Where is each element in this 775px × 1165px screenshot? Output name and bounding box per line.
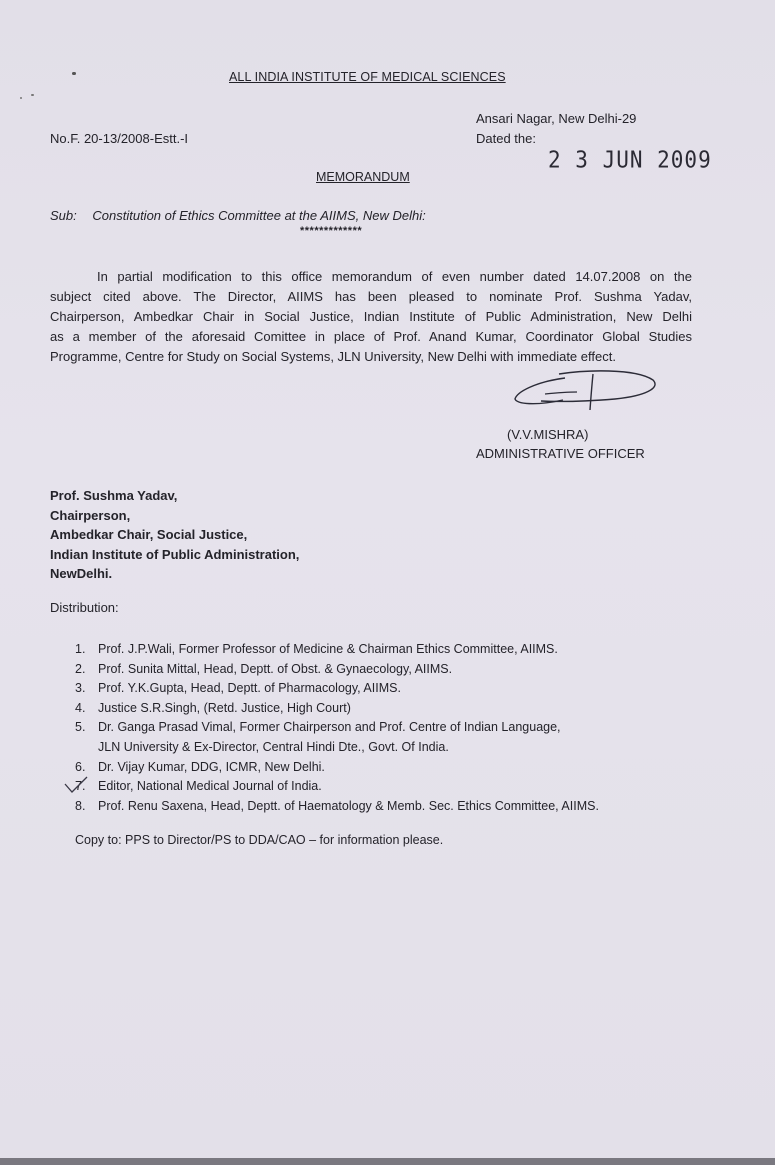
addressee-line: Chairperson, [50, 507, 131, 523]
subject-line [50, 208, 426, 223]
addressee-block [50, 486, 299, 584]
body-line: Chairperson, Ambedkar Chair in Social Justice, Indian Institute of Public Administration, New Delhi [50, 309, 692, 324]
item-text: Justice S.R.Singh, (Retd. Justice, High Court) [98, 700, 351, 715]
item-number: 3. [75, 681, 86, 696]
item-number: 8. [75, 798, 86, 813]
list-item [75, 797, 599, 817]
addressee-line: NewDelhi. [50, 566, 113, 581]
list-item [75, 640, 599, 660]
list-item [75, 679, 599, 699]
body-line: Programme, Centre for Study on Social Systems, JLN University, New Delhi with immediate effect. [50, 349, 616, 364]
item-text: Prof. Y.K.Gupta, Head, Deptt. of Pharmacology, AIIMS. [98, 681, 401, 696]
subject-separator: ************* [300, 225, 363, 237]
item-number: 6. [75, 759, 86, 774]
tick-mark-icon [63, 775, 97, 795]
copy-to-line: Copy to: PPS to Director/PS to DDA/CAO – for information please. [75, 833, 444, 847]
list-item [75, 758, 599, 778]
item-number: 1. [75, 642, 86, 656]
list-item [75, 699, 599, 719]
institute-address: Ansari Nagar, New Delhi-29 [476, 111, 637, 126]
item-text: Dr. Vijay Kumar, DDG, ICMR, New Delhi. [98, 759, 325, 774]
memo-body [50, 267, 692, 367]
item-text: Dr. Ganga Prasad Vimal, Former Chairperson and Prof. Centre of Indian Language, [98, 720, 561, 735]
subject-label: Sub: [50, 208, 77, 223]
item-continuation: JLN University & Ex-Director, Central Hindi Dte., Govt. Of India. [98, 739, 449, 754]
body-line: subject cited above. The Director, AIIMS has been pleased to nominate Prof. Sushma Yadav, [50, 289, 692, 304]
document-type: MEMORANDUM [316, 170, 410, 184]
scan-speck [20, 97, 22, 99]
item-number: 4. [75, 700, 86, 715]
signature-scribble [505, 366, 663, 414]
distribution-label: Distribution: [50, 600, 119, 615]
body-line: as a member of the aforesaid Comittee in place of Prof. Anand Kumar, Coordinator Global Studies [50, 329, 692, 344]
signatory-designation: ADMINISTRATIVE OFFICER [476, 446, 645, 461]
distribution-list [75, 640, 599, 816]
item-text: Prof. Renu Saxena, Head, Deptt. of Haematology & Memb. Sec. Ethics Committee, AIIMS. [98, 798, 599, 813]
list-item [75, 660, 599, 680]
signatory-name: (V.V.MISHRA) [507, 427, 589, 442]
subject-text: Constitution of Ethics Committee at the AIIMS, New Delhi: [92, 208, 426, 223]
body-line: In partial modification to this office memorandum of even number dated 14.07.2008 on the [97, 269, 692, 284]
item-number: 5. [75, 720, 86, 735]
addressee-line: Prof. Sushma Yadav, [50, 488, 178, 503]
list-item [75, 777, 599, 797]
scan-bottom-edge [0, 1158, 775, 1165]
item-text: Prof. J.P.Wali, Former Professor of Medicine & Chairman Ethics Committee, AIIMS. [98, 642, 558, 656]
institute-title: ALL INDIA INSTITUTE OF MEDICAL SCIENCES [229, 70, 506, 84]
item-text: Editor, National Medical Journal of India. [98, 779, 322, 794]
dated-label: Dated the: [476, 131, 536, 146]
date-stamp: 2 3 JUN 2009 [548, 146, 712, 174]
item-text: Prof. Sunita Mittal, Head, Deptt. of Obst. & Gynaecology, AIIMS. [98, 661, 453, 676]
addressee-line: Indian Institute of Public Administration, [50, 546, 300, 562]
reference-number: No.F. 20-13/2008-Estt.-I [50, 131, 189, 146]
scan-speck [31, 94, 34, 96]
scan-speck [72, 72, 76, 75]
list-item [75, 718, 599, 738]
addressee-line: Ambedkar Chair, Social Justice, [50, 527, 248, 542]
item-number: 7. [75, 779, 86, 794]
item-number: 2. [75, 661, 86, 676]
